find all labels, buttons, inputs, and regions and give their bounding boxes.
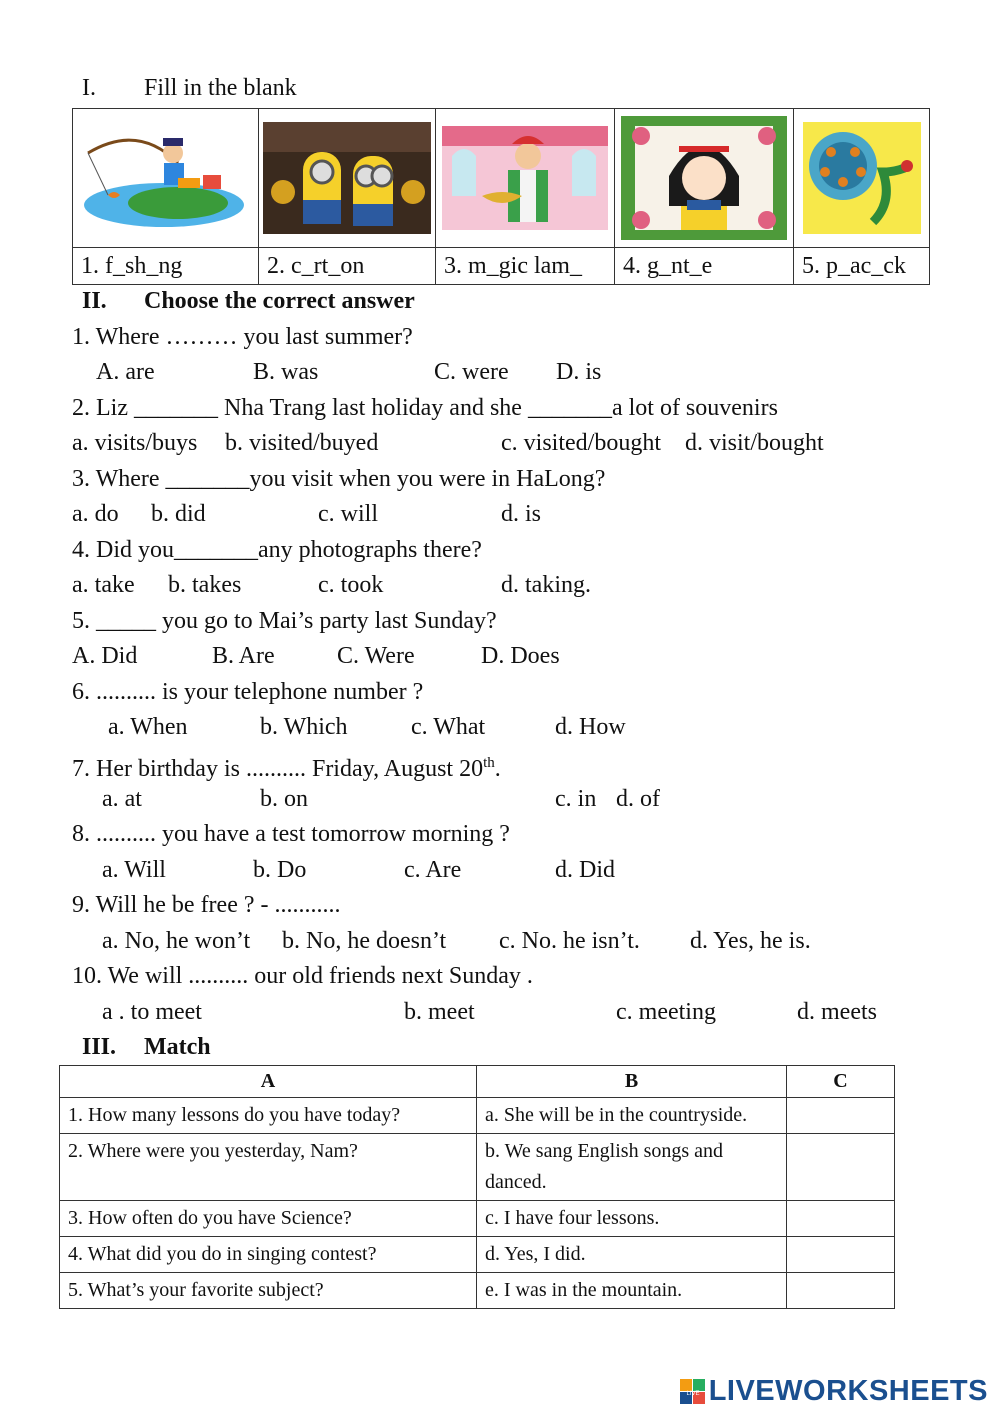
option-6c[interactable]: c. What	[411, 714, 486, 740]
section2-title: Choose the correct answer	[144, 288, 415, 314]
question-1: 1. Where ……… you last summer?	[72, 324, 413, 350]
question-2: 2. Liz _______ Nha Trang last holiday and she _______a lot of souvenirs	[72, 395, 778, 421]
fill-item-2: 2. c_rt_on	[259, 248, 436, 285]
option-1c[interactable]: C. were	[434, 359, 509, 385]
match-input-cell[interactable]	[787, 1273, 895, 1309]
table-row	[60, 1134, 895, 1201]
logo-badge-text: LIVE	[686, 1390, 700, 1397]
option-6a[interactable]: a. When	[108, 714, 188, 740]
fill-item-4: 4. g_nt_e	[615, 248, 794, 285]
option-4b[interactable]: b. takes	[168, 572, 242, 598]
option-2c[interactable]: c. visited/bought	[501, 430, 661, 456]
option-9b[interactable]: b. No, he doesn’t	[282, 928, 447, 954]
question-5: 5. _____ you go to Mai’s party last Sunday?	[72, 608, 497, 634]
question-4: 4. Did you_______any photographs there?	[72, 537, 482, 563]
option-7b[interactable]: b. on	[260, 786, 308, 812]
fill-item-1: 1. f_sh_ng	[73, 248, 259, 285]
option-9d[interactable]: d. Yes, he is.	[690, 928, 811, 954]
answer-cell: c. I have four lessons.	[477, 1201, 787, 1237]
match-header-row	[60, 1066, 895, 1098]
section3-title: Match	[144, 1034, 211, 1060]
match-input-cell[interactable]	[787, 1201, 895, 1237]
option-2a[interactable]: a. visits/buys	[72, 430, 198, 456]
option-7d[interactable]: d. of	[616, 786, 660, 812]
gentle-picture	[621, 116, 787, 240]
question-7-text: 7. Her birthday is .......... Friday, August 20	[72, 756, 484, 782]
option-6b[interactable]: b. Which	[260, 714, 348, 740]
fill-blank-table	[72, 108, 930, 285]
option-10a[interactable]: a . to meet	[102, 999, 202, 1025]
option-5b[interactable]: B. Are	[212, 643, 275, 669]
question-10: 10. We will .......... our old friends next Sunday .	[72, 963, 533, 989]
option-8b[interactable]: b. Do	[253, 857, 307, 883]
option-3b[interactable]: b. did	[151, 501, 206, 527]
option-7c[interactable]: c. in	[555, 786, 597, 812]
question-cell: 2. Where were you yesterday, Nam?	[60, 1134, 477, 1201]
peacock-picture	[803, 122, 921, 234]
question-cell: 4. What did you do in singing contest?	[60, 1237, 477, 1273]
question-9: 9. Will he be free ? - ...........	[72, 892, 341, 918]
picture-cell-4	[615, 109, 794, 248]
option-3a[interactable]: a. do	[72, 501, 119, 527]
option-3c[interactable]: c. will	[318, 501, 378, 527]
question-7-sup: th	[483, 755, 495, 771]
table-row	[60, 1273, 895, 1309]
section2-number: II.	[82, 288, 107, 314]
option-5a[interactable]: A. Did	[72, 643, 138, 669]
option-8d[interactable]: d. Did	[555, 857, 615, 883]
picture-cell-3	[436, 109, 615, 248]
answer-cell: b. We sang English songs and danced.	[477, 1134, 787, 1201]
answer-cell: a. She will be in the countryside.	[477, 1098, 787, 1134]
question-8: 8. .......... you have a test tomorrow morning ?	[72, 821, 510, 847]
picture-cell-5	[794, 109, 930, 248]
option-5c[interactable]: C. Were	[337, 643, 415, 669]
option-9a[interactable]: a. No, he won’t	[102, 928, 251, 954]
column-a-header: A	[60, 1066, 477, 1098]
section3-number: III.	[82, 1034, 117, 1060]
option-7a[interactable]: a. at	[102, 786, 142, 812]
option-2d[interactable]: d. visit/bought	[685, 430, 824, 456]
match-input-cell[interactable]	[787, 1134, 895, 1201]
table-row	[60, 1098, 895, 1134]
answer-cell: d. Yes, I did.	[477, 1237, 787, 1273]
question-6: 6. .......... is your telephone number ?	[72, 679, 424, 705]
option-1d[interactable]: D. is	[556, 359, 602, 385]
option-2b[interactable]: b. visited/buyed	[225, 430, 379, 456]
picture-cell-1	[73, 109, 259, 248]
question-cell: 5. What’s your favorite subject?	[60, 1273, 477, 1309]
option-1b[interactable]: B. was	[253, 359, 319, 385]
option-6d[interactable]: d. How	[555, 714, 626, 740]
fill-item-3: 3. m_gic lam_	[436, 248, 615, 285]
cartoon-picture	[263, 122, 431, 234]
option-5d[interactable]: D. Does	[481, 643, 560, 669]
option-10c[interactable]: c. meeting	[616, 999, 716, 1025]
column-c-header: C	[787, 1066, 895, 1098]
magic-lamp-picture	[442, 126, 608, 230]
option-8a[interactable]: a. Will	[102, 857, 166, 883]
question-3: 3. Where _______you visit when you were in HaLong?	[72, 466, 606, 492]
option-9c[interactable]: c. No. he isn’t.	[499, 928, 640, 954]
match-input-cell[interactable]	[787, 1237, 895, 1273]
section1-title: Fill in the blank	[144, 75, 297, 101]
question-7	[72, 748, 501, 784]
fishing-picture	[78, 123, 254, 233]
table-row	[60, 1201, 895, 1237]
liveworksheets-logo	[680, 1375, 988, 1408]
picture-cell-2	[259, 109, 436, 248]
option-4c[interactable]: c. took	[318, 572, 384, 598]
table-row	[60, 1237, 895, 1273]
option-1a[interactable]: A. are	[96, 359, 155, 385]
match-table	[59, 1065, 895, 1309]
logo-text: LIVEWORKSHEETS	[708, 1375, 988, 1407]
option-4d[interactable]: d. taking.	[501, 572, 591, 598]
match-input-cell[interactable]	[787, 1098, 895, 1134]
option-4a[interactable]: a. take	[72, 572, 135, 598]
question-cell: 1. How many lessons do you have today?	[60, 1098, 477, 1134]
section1-number: I.	[82, 75, 96, 101]
fill-item-5: 5. p_ac_ck	[794, 248, 930, 285]
answer-cell: e. I was in the mountain.	[477, 1273, 787, 1309]
option-8c[interactable]: c. Are	[404, 857, 462, 883]
logo-badge-icon	[680, 1379, 706, 1405]
option-3d[interactable]: d. is	[501, 501, 542, 527]
option-10d[interactable]: d. meets	[797, 999, 877, 1025]
question-7-tail: .	[494, 756, 501, 782]
question-cell: 3. How often do you have Science?	[60, 1201, 477, 1237]
column-b-header: B	[477, 1066, 787, 1098]
option-10b[interactable]: b. meet	[404, 999, 475, 1025]
